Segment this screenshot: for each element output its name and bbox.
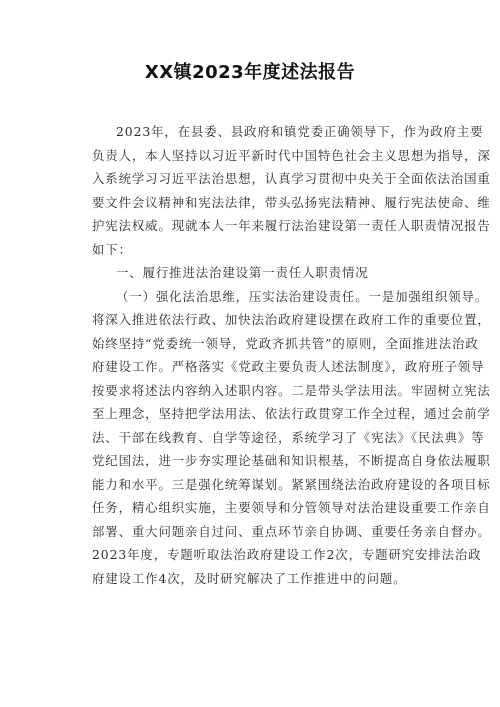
- paragraph-line: 护宪法权威。现就本人一年来履行法治建设第一责任人职责情况报告: [92, 218, 491, 233]
- paragraph-line: 府建设工作4次，及时研究解决了工作推进中的问题。: [92, 570, 407, 586]
- document-body: [92, 120, 491, 590]
- paragraph-line: 党纪国法，进一步夯实理论基础和知识根基，不断提高自身依法履职: [92, 453, 491, 468]
- paragraph-line: 部署、重大问题亲自过问、重点环节亲自协调、重要任务亲自督办。: [92, 523, 491, 539]
- paragraph-line: 按要求将述法内容纳入述职内容。二是带头学法用法。牢固树立宪法: [92, 382, 491, 398]
- paragraph-line: 至上理念，坚持把学法用法、依法行政贯穿工作全过程，通过会前学: [92, 406, 491, 421]
- paragraph-line: （一）强化法治思维，压实法治建设责任。一是加强组织领导。: [116, 288, 489, 304]
- paragraph-line: 任务，精心组织实施，主要领导和分管领导对法治建设重要工作亲自: [92, 500, 491, 515]
- paragraph-line: 2023年度，专题听取法治政府建设工作2次，专题研究安排法治政: [92, 547, 482, 562]
- paragraph-line: 如下：: [92, 241, 132, 257]
- paragraph-line: 要文件会议精神和宪法法律，带头弘扬宪法精神、履行宪法使命、维: [92, 194, 491, 210]
- section-heading: 一、履行推进法治建设第一责任人职责情况: [116, 265, 369, 280]
- document-title: XX镇2023年度述法报告: [144, 62, 356, 83]
- paragraph-line: 入系统学习习近平法治思想，认真学习贯彻中央关于全面依法治国重: [92, 171, 491, 186]
- paragraph-line: 始终坚持“党委统一领导，党政齐抓共管”的原则，全面推进法治政: [92, 335, 479, 351]
- paragraph-line: 法、干部在线教育、自学等途径，系统学习了《宪法》《民法典》等: [92, 429, 485, 445]
- paragraph-line: 府建设工作。严格落实《党政主要负责人述法制度》，政府班子领导: [92, 359, 485, 374]
- paragraph-line: 将深入推进依法行政、加快法治政府建设摆在政府工作的重要位置，: [92, 312, 491, 327]
- paragraph-line: 2023年，在县委、县政府和镇党委正确领导下，作为政府主要: [116, 124, 484, 139]
- paragraph-line: 负责人，本人坚持以习近平新时代中国特色社会主义思想为指导，深: [92, 147, 491, 163]
- paragraph-line: 能力和水平。三是强化统筹谋划。紧紧围绕法治政府建设的各项目标: [92, 476, 491, 492]
